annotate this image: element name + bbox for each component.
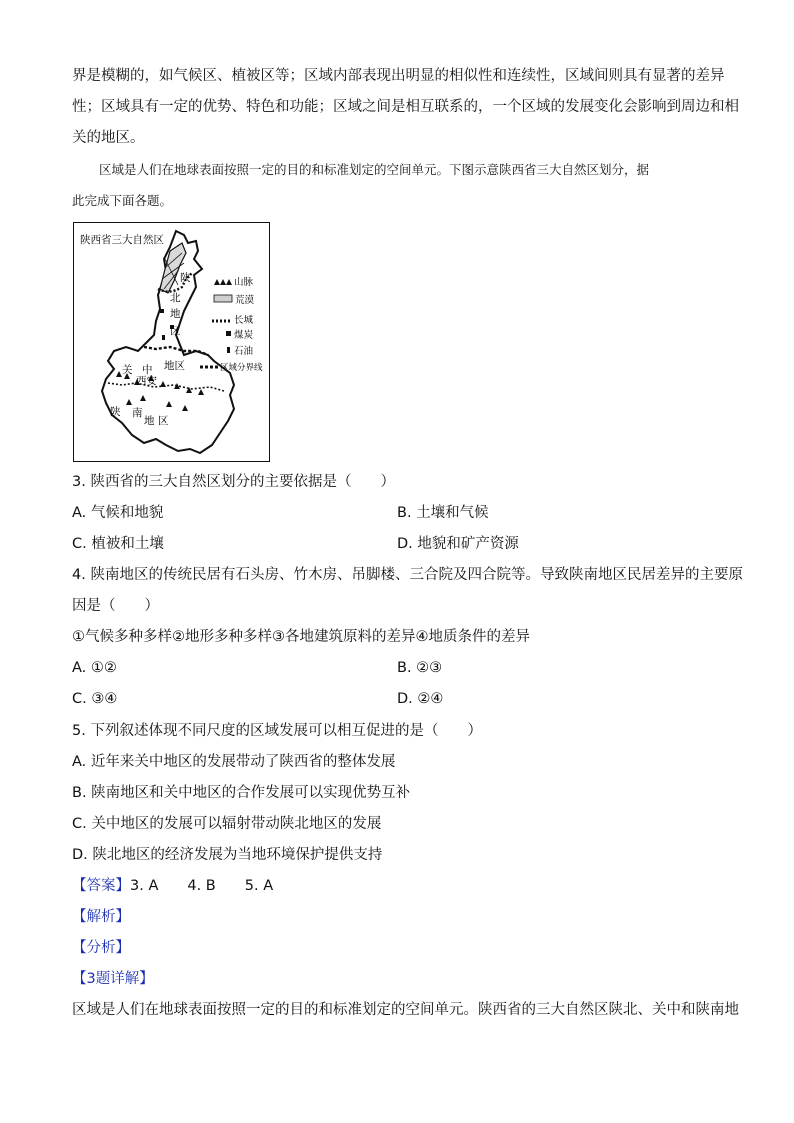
oil-marker [162, 335, 165, 340]
q3-detail-heading: 【3题详解】 [72, 971, 154, 987]
q4-option-b: B. ②③ [397, 660, 443, 676]
legend-oil-icon [227, 347, 230, 353]
coal-marker [160, 309, 164, 313]
label-central-1: 关 [122, 364, 133, 376]
q4-items: ①气候多种多样②地形多种多样③各地建筑原料的差异④地质条件的差异 [72, 629, 530, 645]
q3-option-a: A. 气候和地貌 [72, 505, 164, 521]
label-north-4: 区 [170, 325, 181, 337]
stem-line-2: 此完成下面各题。 [72, 193, 173, 208]
intro-line-3: 关的地区。 [72, 130, 145, 146]
analysis-heading: 【解析】 [72, 909, 130, 925]
label-south-1: 陕 [110, 406, 121, 418]
shaanxi-map-figure [73, 222, 270, 462]
q4-option-c: C. ③④ [72, 691, 118, 707]
label-central-3: 地区 [164, 360, 185, 372]
legend-wall-label: 长城 [234, 315, 254, 326]
label-south-2: 南 [132, 407, 143, 419]
label-city-xian: 西安 [136, 375, 157, 387]
map-title: 陕西省三大自然区 [80, 234, 164, 246]
answer-values: 3. A 4. B 5. A [130, 878, 274, 894]
legend-desert-icon [214, 295, 232, 302]
q3-stem: 3. 陕西省的三大自然区划分的主要依据是（ ） [72, 474, 395, 490]
legend-mountain-icon [214, 279, 232, 285]
answer-line [72, 876, 273, 896]
q5-option-c: C. 关中地区的发展可以辐射带动陕北地区的发展 [72, 816, 382, 832]
q3-option-b: B. 土壤和气候 [397, 505, 489, 521]
desert-area [160, 243, 186, 293]
q3-detail-text: 区域是人们在地球表面按照一定的目的和标准划定的空间单元。陕西省的三大自然区陕北、关中和陕南地 [72, 1002, 739, 1018]
legend-desert-label: 荒漠 [235, 295, 255, 306]
intro-line-2: 性；区域具有一定的优势、特色和功能；区域之间是相互联系的，一个区域的发展变化会影响到周边和相 [72, 99, 739, 115]
region-boundary-north [144, 347, 208, 355]
legend-coal-label: 煤炭 [234, 330, 254, 341]
label-central-2: 中 [142, 364, 153, 376]
mountain-icons [116, 371, 204, 411]
fenxi-heading: 【分析】 [72, 940, 130, 956]
q4-option-d: D. ②④ [397, 691, 444, 707]
legend-coal-icon [226, 331, 231, 336]
q5-stem: 5. 下列叙述体现不同尺度的区域发展可以相互促进的是（ ） [72, 723, 482, 739]
label-south-4: 区 [158, 415, 169, 427]
label-north-2: 北 [170, 292, 181, 304]
label-north-3: 地 [170, 308, 181, 320]
legend-mountain-label: 山脉 [234, 277, 254, 288]
q4-option-a: A. ①② [72, 660, 117, 676]
label-north-1: 陕 [180, 272, 191, 284]
legend-oil-label: 石油 [234, 346, 254, 357]
answer-label: 【答案】 [72, 878, 130, 894]
stem-line-1: 区域是人们在地球表面按照一定的目的和标准划定的空间单元。下图示意陕西省三大自然区划分，据 [99, 162, 650, 177]
q5-option-a: A. 近年来关中地区的发展带动了陕西省的整体发展 [72, 754, 396, 770]
q4-stem-line-2: 因是（ ） [72, 598, 159, 614]
q5-option-b: B. 陕南地区和关中地区的合作发展可以实现优势互补 [72, 785, 411, 801]
intro-line-1: 界是模糊的，如气候区、植被区等；区域内部表现出明显的相似性和连续性，区域间则具有显著的差异 [72, 68, 725, 84]
q3-option-d: D. 地貌和矿产资源 [397, 536, 519, 552]
legend-boundary-label: 区域分界线 [220, 363, 263, 373]
map-legend [200, 276, 263, 373]
q3-option-c: C. 植被和土壤 [72, 536, 164, 552]
q4-stem-line-1: 4. 陕南地区的传统民居有石头房、竹木房、吊脚楼、三合院及四合院等。导致陕南地区民居差异的主要原 [72, 567, 743, 583]
q5-option-d: D. 陕北地区的经济发展为当地环境保护提供支持 [72, 847, 383, 863]
label-south-3: 地 [144, 415, 155, 427]
